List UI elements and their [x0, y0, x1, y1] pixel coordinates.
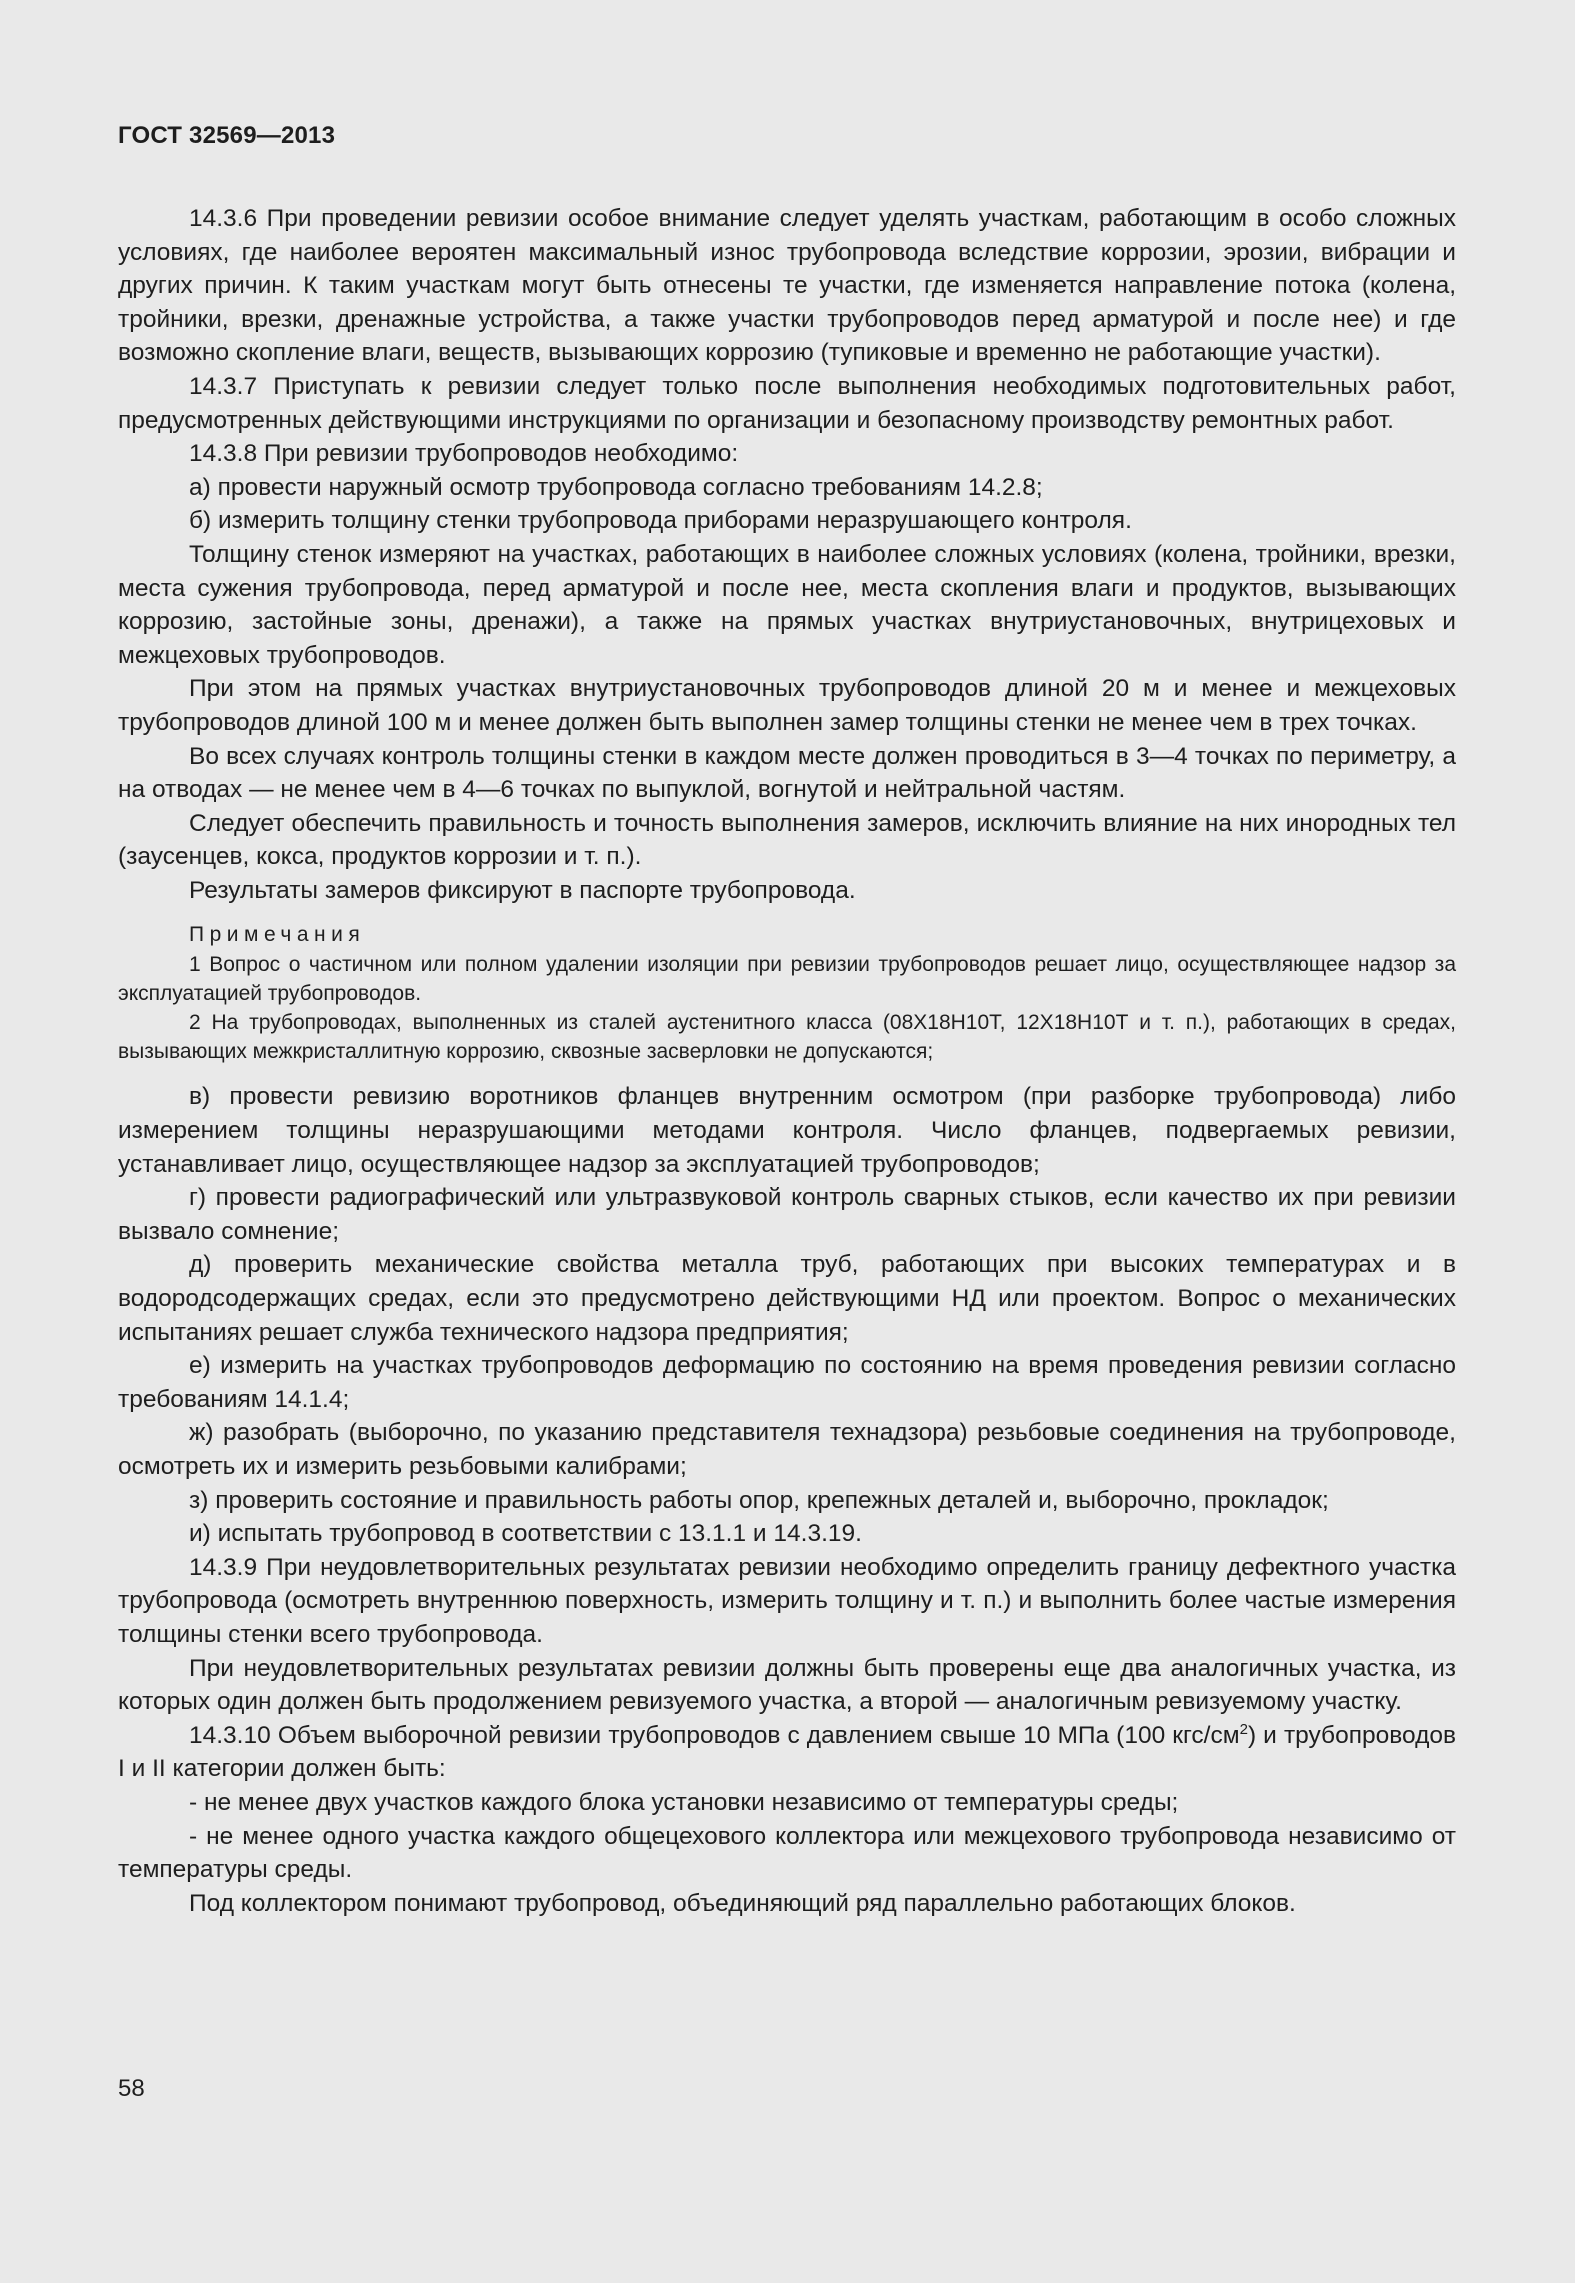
- list-item-dash: - не менее двух участков каждого блока установки независимо от температуры среды;: [189, 1788, 1179, 1816]
- paragraph-14-3-7: 14.3.7 Приступать к ревизии следует только после выполнения необходимых подготовительных работ, предусмотренных действующими инструкциями по организации и безопасному производству ремонтных работ.: [118, 372, 1456, 434]
- document-header: ГОСТ 32569—2013: [118, 122, 336, 149]
- paragraph: Толщину стенок измеряют на участках, работающих в наиболее сложных условиях (колена, тройники, врезки, места сужения трубопровода, перед арматурой и после нее, места скопления влаги и продуктов, вызывающих коррозию, застойные зоны, дренажи), а также на прямых участках внутриустановочных, внутрицеховых и межцеховых трубопроводов.: [118, 540, 1456, 669]
- list-item-e: е) измерить на участках трубопроводов деформацию по состоянию на время проведения ревизии согласно требованиям 14.1.4;: [118, 1352, 1456, 1413]
- list-item-a: а) провести наружный осмотр трубопровода согласно требованиям 14.2.8;: [189, 473, 1043, 501]
- list-item-v: в) провести ревизию воротников фланцев внутренним осмотром (при разборке трубопровода) либо измерением толщины неразрушающими методами контроля. Число фланцев, подвергаемых ревизии, устанавливает лицо, осуществляющее надзор за эксплуатацией трубопроводов;: [118, 1083, 1456, 1178]
- text-segment: ) и трубопроводов I и II категории должен быть:: [118, 1721, 1457, 1783]
- paragraph-14-3-8: 14.3.8 При ревизии трубопроводов необходимо:: [189, 440, 739, 468]
- list-item-z: з) проверить состояние и правильность работы опор, крепежных деталей и, выборочно, прокладок;: [189, 1486, 1329, 1514]
- superscript: 2: [1239, 1720, 1248, 1738]
- paragraph-14-3-10: [118, 1719, 1456, 1786]
- list-item-dash: - не менее одного участка каждого общецехового коллектора или межцехового трубопровода независимо от температуры среды.: [118, 1822, 1456, 1884]
- text-segment: 14.3.10 Объем выборочной ревизии трубопроводов с давлением свыше 10 МПа (100 кгс/см: [189, 1721, 1240, 1749]
- list-item-g: г) провести радиографический или ультразвуковой контроль сварных стыков, если качество их при ревизии вызвало сомнение;: [118, 1184, 1456, 1245]
- paragraph: Под коллектором понимают трубопровод, объединяющий ряд параллельно работающих блоков.: [189, 1889, 1296, 1917]
- page-number: 58: [118, 2075, 145, 2102]
- paragraph: При неудовлетворительных результатах ревизии должны быть проверены еще два аналогичных участка, из которых один должен быть продолжением ревизуемого участка, а второй — аналогичным ревизуемому участку.: [118, 1654, 1456, 1716]
- list-item-i: и) испытать трубопровод в соответствии с 13.1.1 и 14.3.19.: [189, 1520, 862, 1548]
- note-item: 2 На трубопроводах, выполненных из сталей аустенитного класса (08Х18Н10Т, 12Х18Н10Т и т. п.), работающих в средах, вызывающих межкристаллитную коррозию, сквозные засверловки не допускаются;: [118, 1011, 1456, 1064]
- paragraph: Следует обеспечить правильность и точность выполнения замеров, исключить влияние на них инородных тел (заусенцев, кокса, продуктов коррозии и т. п.).: [118, 809, 1456, 871]
- paragraph: Результаты замеров фиксируют в паспорте трубопровода.: [189, 876, 856, 904]
- list-item-b: б) измерить толщину стенки трубопровода приборами неразрушающего контроля.: [189, 507, 1132, 535]
- paragraph: При этом на прямых участках внутриустановочных трубопроводов длиной 20 м и менее и межцеховых трубопроводов длиной 100 м и менее должен быть выполнен замер толщины стенки не менее чем в трех точках.: [118, 675, 1456, 736]
- list-item-d: д) проверить механические свойства металла труб, работающих при высоких температурах и в водородсодержащих средах, если это предусмотрено действующими НД или проектом. Вопрос о механических испытаниях решает служба технического надзора предприятия;: [118, 1251, 1456, 1346]
- notes-block: [118, 920, 1456, 1066]
- paragraph: Во всех случаях контроль толщины стенки в каждом месте должен проводиться в 3—4 точках по периметру, а на отводах — не менее чем в 4—6 точках по выпуклой, вогнутой и нейтральной частям.: [118, 742, 1456, 804]
- note-item: 1 Вопрос о частичном или полном удалении изоляции при ревизии трубопроводов решает лицо, осуществляющее надзор за эксплуатацией трубопроводов.: [118, 952, 1456, 1005]
- document-body: [118, 202, 1456, 1920]
- paragraph-14-3-9: 14.3.9 При неудовлетворительных результатах ревизии необходимо определить границу дефектного участка трубопровода (осмотреть внутреннюю поверхность, измерить толщину и т. п.) и выполнить более частые измерения толщины стенки всего трубопровода.: [118, 1553, 1456, 1648]
- paragraph-14-3-6: 14.3.6 При проведении ревизии особое внимание следует уделять участкам, работающим в особо сложных условиях, где наиболее вероятен максимальный износ трубопровода вследствие коррозии, эрозии, вибрации и других причин. К таким участкам могут быть отнесены те участки, где изменяется направление потока (колена, тройники, врезки, дренажные устройства, а также участки трубопроводов перед арматурой и после нее) и где возможно скопление влаги, веществ, вызывающих коррозию (тупиковые и временно не работающие участки).: [118, 205, 1456, 367]
- list-item-zh: ж) разобрать (выборочно, по указанию представителя технадзора) резьбовые соединения на трубопроводе, осмотреть их и измерить резьбовыми калибрами;: [118, 1419, 1456, 1481]
- notes-title: Примечания: [189, 923, 366, 947]
